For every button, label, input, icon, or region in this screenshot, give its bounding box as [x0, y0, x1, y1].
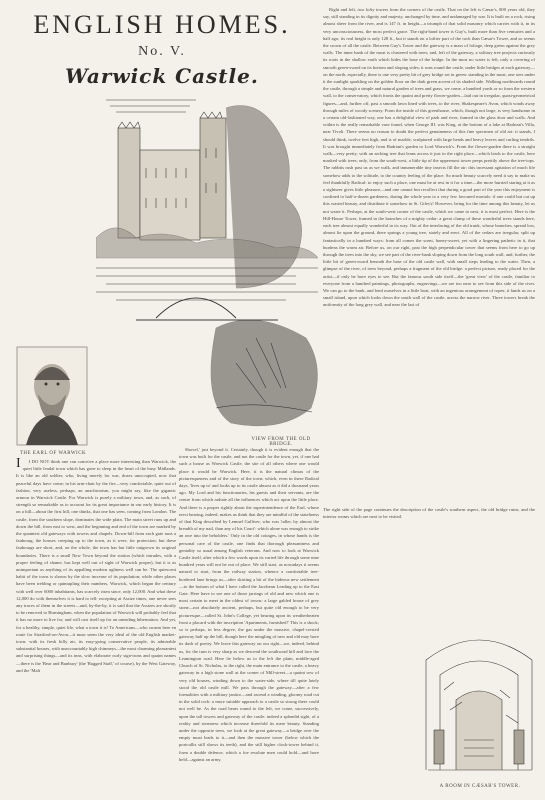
drop-cap: I: [16, 458, 21, 471]
earl-caption: THE EARL OF WARWICK: [19, 451, 87, 456]
paragraph: Shovel,' just beyond it. Certainly, though it is evident enough that the town was built for the castle, and not the castle for the town, yet, if one had such a house as Warwick Castle, the site of all others where one would place it would be Warwick. Here, it is the natural climax of the picturesqueness and of the story of the town; which, even in these Radical days, 'lives up to' and looks up to its castle almost as it did a thousand years ago. My Lord and his functionaries, his guests and their servants, are the centre from which radiate all the influences which act upon the little place. And there is a proper rightly about the superintendence of the Earl, whose erect bearing, indeed, makes us think that they are mindful of the stateliness of that King described by Lemuel Gulliver, who was 'taller, by almost the breadth of my nail, than any of his Court': which alone was enough to strike an awe into the beholders.' Only in the old cottages, in whose hands is the personal care of the castle, one finds that thorough pleasantness and geniality so usual among English veterans. And now to look at Warwick Castle itself, after which a few words upon its varied life through some nine hundred years will not be out of place. We still start, as nowadays it seems natural to start, from the railway station, whence a comfortable tree-bordered lane brings us—after skirting a bit of the hideous new settlement—to the bottom of what I have called the Jacobean Leading up to the East Gate. Here have to see one of those jarrings of old and new which one is most certain to meet in the oldest of towns: a large gabled house of grey stone—not absolutely ancient, perhaps, but quite old enough to be very picturesque—called St. John's College, yet bearing upon its weatherbeaten front a placard with the inscription 'Apartments, furnished!' This is a shock; so is perhaps, in less degree, the gas under the massive, chapel-crested gateway half up the hill, though here the mingling of new and old may have its dash of poetry. We leave this gateway on our right—we, indeed, behind us, for the turn is very sharp as we descend the southward hill and face the Leamington road. Here lie below us to the left the plain, middle-aged Church of St. Nicholas, to the right, the main entrance to the castle, a heavy gateway in a high stone wall at the corner of Mill-street—a quaint row of very old houses, winding down to the water-side, where till quite lately stood the old castle mill. We pass through the gateway—after a few formalities with a military janitor—and ascend a winding, gloomy road cut in the solid rock: a more suitable approach to a castle so strong there could not well be. As the road bears round to the left, we come, successively, upon the tall towers and gateway of the castle: indeed a splendid sight, of a reality and sternness which increase threefold its mere beauty. Standing under the opposite trees, we look at the great gateway—a bridge over the empty moat leads to it—and then the massive tower (below which the portcullis still shows its teeth), and the still higher clock-tower behind it, form a double defence, which a foe resolute men could hold—and have held—against an army.: [179, 447, 319, 762]
text-column-right: [323, 6, 535, 506]
room-caption: A ROOM IN CÆSAR'S TOWER.: [439, 784, 521, 789]
paragraph: Right and left, two lofty towers form the corners of the castle. That on the left is Cæsar's, 800 years old, they say, still standing in its dignity and majesty, unchanged by time, and undamaged by war. It is built on a rock, rising almost sheer from the river, and is 147 ft. in height—a triumph of that solid masonry which carries with it, in its very unconsciousness, the most perfect grace. The right-hand tower is Guy's, built more than five centuries and a half ago; its real height is only 128 ft., but it stands on a loftier part of the rock than Cæsar's Tower, and so seems the crown of all the castle. Between Guy's Tower and the gateway is a mass of foliage, deep green against the grey walls. The inner bank of the moat is clustered with trees; and, left of the gateway, a solitary tree projects curiously its roots in the shallow earth which hides the base of the bridge. In the most no water is left, only a covering of smooth green-sward on its bottom and sloping sides; it runs round the castle, under little bridges at each gateway—on the north, especially, there is one very pretty bit of grey bridge set in green: standing in the moat, one sees under it the sunlight sparkling on the golden floor on the dark green accent of its shaded side. Walking northwards round the castle, through a simple and natural garden of trees and grass, we come, a hundred yards or so from the western wall, to the conservatory, which fronts the quaint and pretty flower-garden—laid out in irregular, quasi-geometrical figures—and, further off, past a smooth lawn lined with trees, to the river, Shakespeare's Avon, which winds away through miles of woody scenery. From the inside of this greenhouse, which, though not large, is very handsome in a certain old-fashioned way, one has a delightful view of park and river, framed in the glass door and walls. And within is the really remarkable vase found, when George III. was King, at the bottom of a lake at Hadrian's Villa, near Tivoli. There seems no reason to doubt the perfect genuineness of this fine specimen of old art: it stands, I should think, twelve feet high, and is of marble, sculptured with large heads and heavy leaves and curling tendrils. It was brought immediately from Hadrian's garden to Lord Warwick's. From the flower-garden there is a straight walk—very pretty, with an arching tree that leans across it just in the right place—which leads to the castle, here masked with trees; only, from the south-west, a little tip of the uppermost tower peeps prettily above the tree-tops. The rabbits rush past us as we walk, and innumerable tiny insects fill the air: this incessant agitation of much life somehow adds to the solitude, to the country feeling of the place. So much beauty scarcely need it say to make us feel thankfully Radical: to enjoy such a place, one must be at rest in it for a time—the more hurried staring at it as a sightseer gives little pleasure—and one cannot but recollect that during a good part of the year this enjoyment is confined to half-a-dozen gardeners, during the whole year to a very few favoured mortals: if one could but cut up this wasted beauty, and distribute it somehow in St. Giles's! However, being for the time among this beauty, let us not waste it. Perhaps, at the south-west corner of the castle, which we came to next, it is most perfect. Here is the Hill-House Tower, framed in the branches of a mighty cedar: a great clump of these wonderful trees stands here, each tree almost equally wonderful in its way. Out of the interlacing of the old trunk, whose branches, spread low, almost lie upon the ground, there springs a young tree, stately and erect. All of the cedars are irregular, split up fantastically in a hundred ways: from all comes the scent, honey-sweet, yet with a lingering pathetic in it, that burdens the warm air. Before us, on our right, past the high perpendicular tower that seems from here to go up through the trees into the sky, we see part of the river-bank sloping down from the long south wall, and, further, the little bit of green-sward beneath the base of the old castle wall, with small steps leading to the water. Then, a glimpse of the river, of trees beyond, perhaps a fragment of the old bridge: a perfect picture, ready placed for the artist—if only he have eyes to see. But the famous south side itself—the 'great view' of the castle, familiar to everyone from a hundred paintings, photographs, engravings—we are too near to see from this side of the river. We can go to the bank, and lend ourselves in a little boat, with an ingenious arrangement of ropes; it lands us on a small island, upon which looks down the south wall of the castle, across the narrow river. Three towers break the uniformity of the long grey wall, and near the last of: [323, 7, 535, 308]
series-title: ENGLISH HOMES.: [33, 10, 291, 39]
text-column-right-lower: [323, 506, 535, 618]
text-column-middle: [179, 446, 319, 800]
earl-portrait: [16, 346, 88, 446]
caesars-tower-room-illustration: [420, 620, 538, 780]
castle-view-illustration: [96, 88, 318, 428]
masthead: [12, 12, 312, 88]
issue-number: No. V.: [138, 44, 186, 59]
bridge-caption: VIEW FROM THE OLD BRIDGE.: [251, 437, 311, 447]
article-title: Warwick Castle.: [65, 64, 259, 88]
paragraph: I DO NOT think one can conceive a place more interesting than Warwick, the quiet little feudal town which has gone to sleep in the heart of the busy Midlands. It is like an old soldier, who, living merely for war, dozes unoccupied, now that peaceful days have come; in his arm-chair by the fire—very comfortable, quite out of fashion, very useless, perhaps; an anachronism, you might say, like the gigantic armour in Warwick Castle. For Warwick is purely a military town, and, as such, of strength so remarkable as to account for its great importance in our early history. It is on a hill—about the first hill, one thinks, that one has seen, coming from London. The castle, from the southern slope, dominates the wide plain. The main street runs up and down the hill, from east to west, and the beginning and end of the town are marked by the quaintest old gateways with towers and chapels. Down-hill from each gate runs a faubourg, the houses creeping up to the town, as it were, for protection; but these faubourgs are short, and, on the whole, the town has but little outgrown its original boundaries. There is a small New Town beyond the station (which intrudes, with a proper feeling of shame, has kept well out of sight of Warwick proper), but it is as unimportant as anything of its appalling modern ugliness well can be. The quiescent habit of the town is shown by the slow increase of its population; while other places have been trebling or quintupling their numbers, Warwick, which began the century with well over 6000 inhabitants, has scarcely risen since, only 12,000. And what these 12,000 do with themselves it is hard to tell: excepting at Assize times, one never sees any traces of them in the streets—and, by-the-by, it is said that the Assizes are shortly to be removed to Birmingham, when the population of Warwick will probably feel that it has no more to live for, and will cast itself up for an unending hibernation. And yet, for a healthy, simple, quiet life, what a town it is! To Americans—who swarm here en route for Stratford-on-Avon—it must seem the very ideal of the old English market-town: with its fresh hilly air, its easy-going conservative people, its admirable substantial houses, with unaccountably high chimneys—the most charming pleasantest and surprising things—and its inns, with elaborate curly sign-irons and quaint names—there is the 'Bear and Bunbury' (the 'Ragged Staff,' of course), by the West Gateway, and the 'Malt: [16, 459, 176, 673]
paragraph: The right side of the page continues the description of the castle's southern aspect, the old bridge ruins, and the interior rooms which are next to be visited.: [323, 507, 535, 520]
text-column-left: [16, 458, 176, 800]
